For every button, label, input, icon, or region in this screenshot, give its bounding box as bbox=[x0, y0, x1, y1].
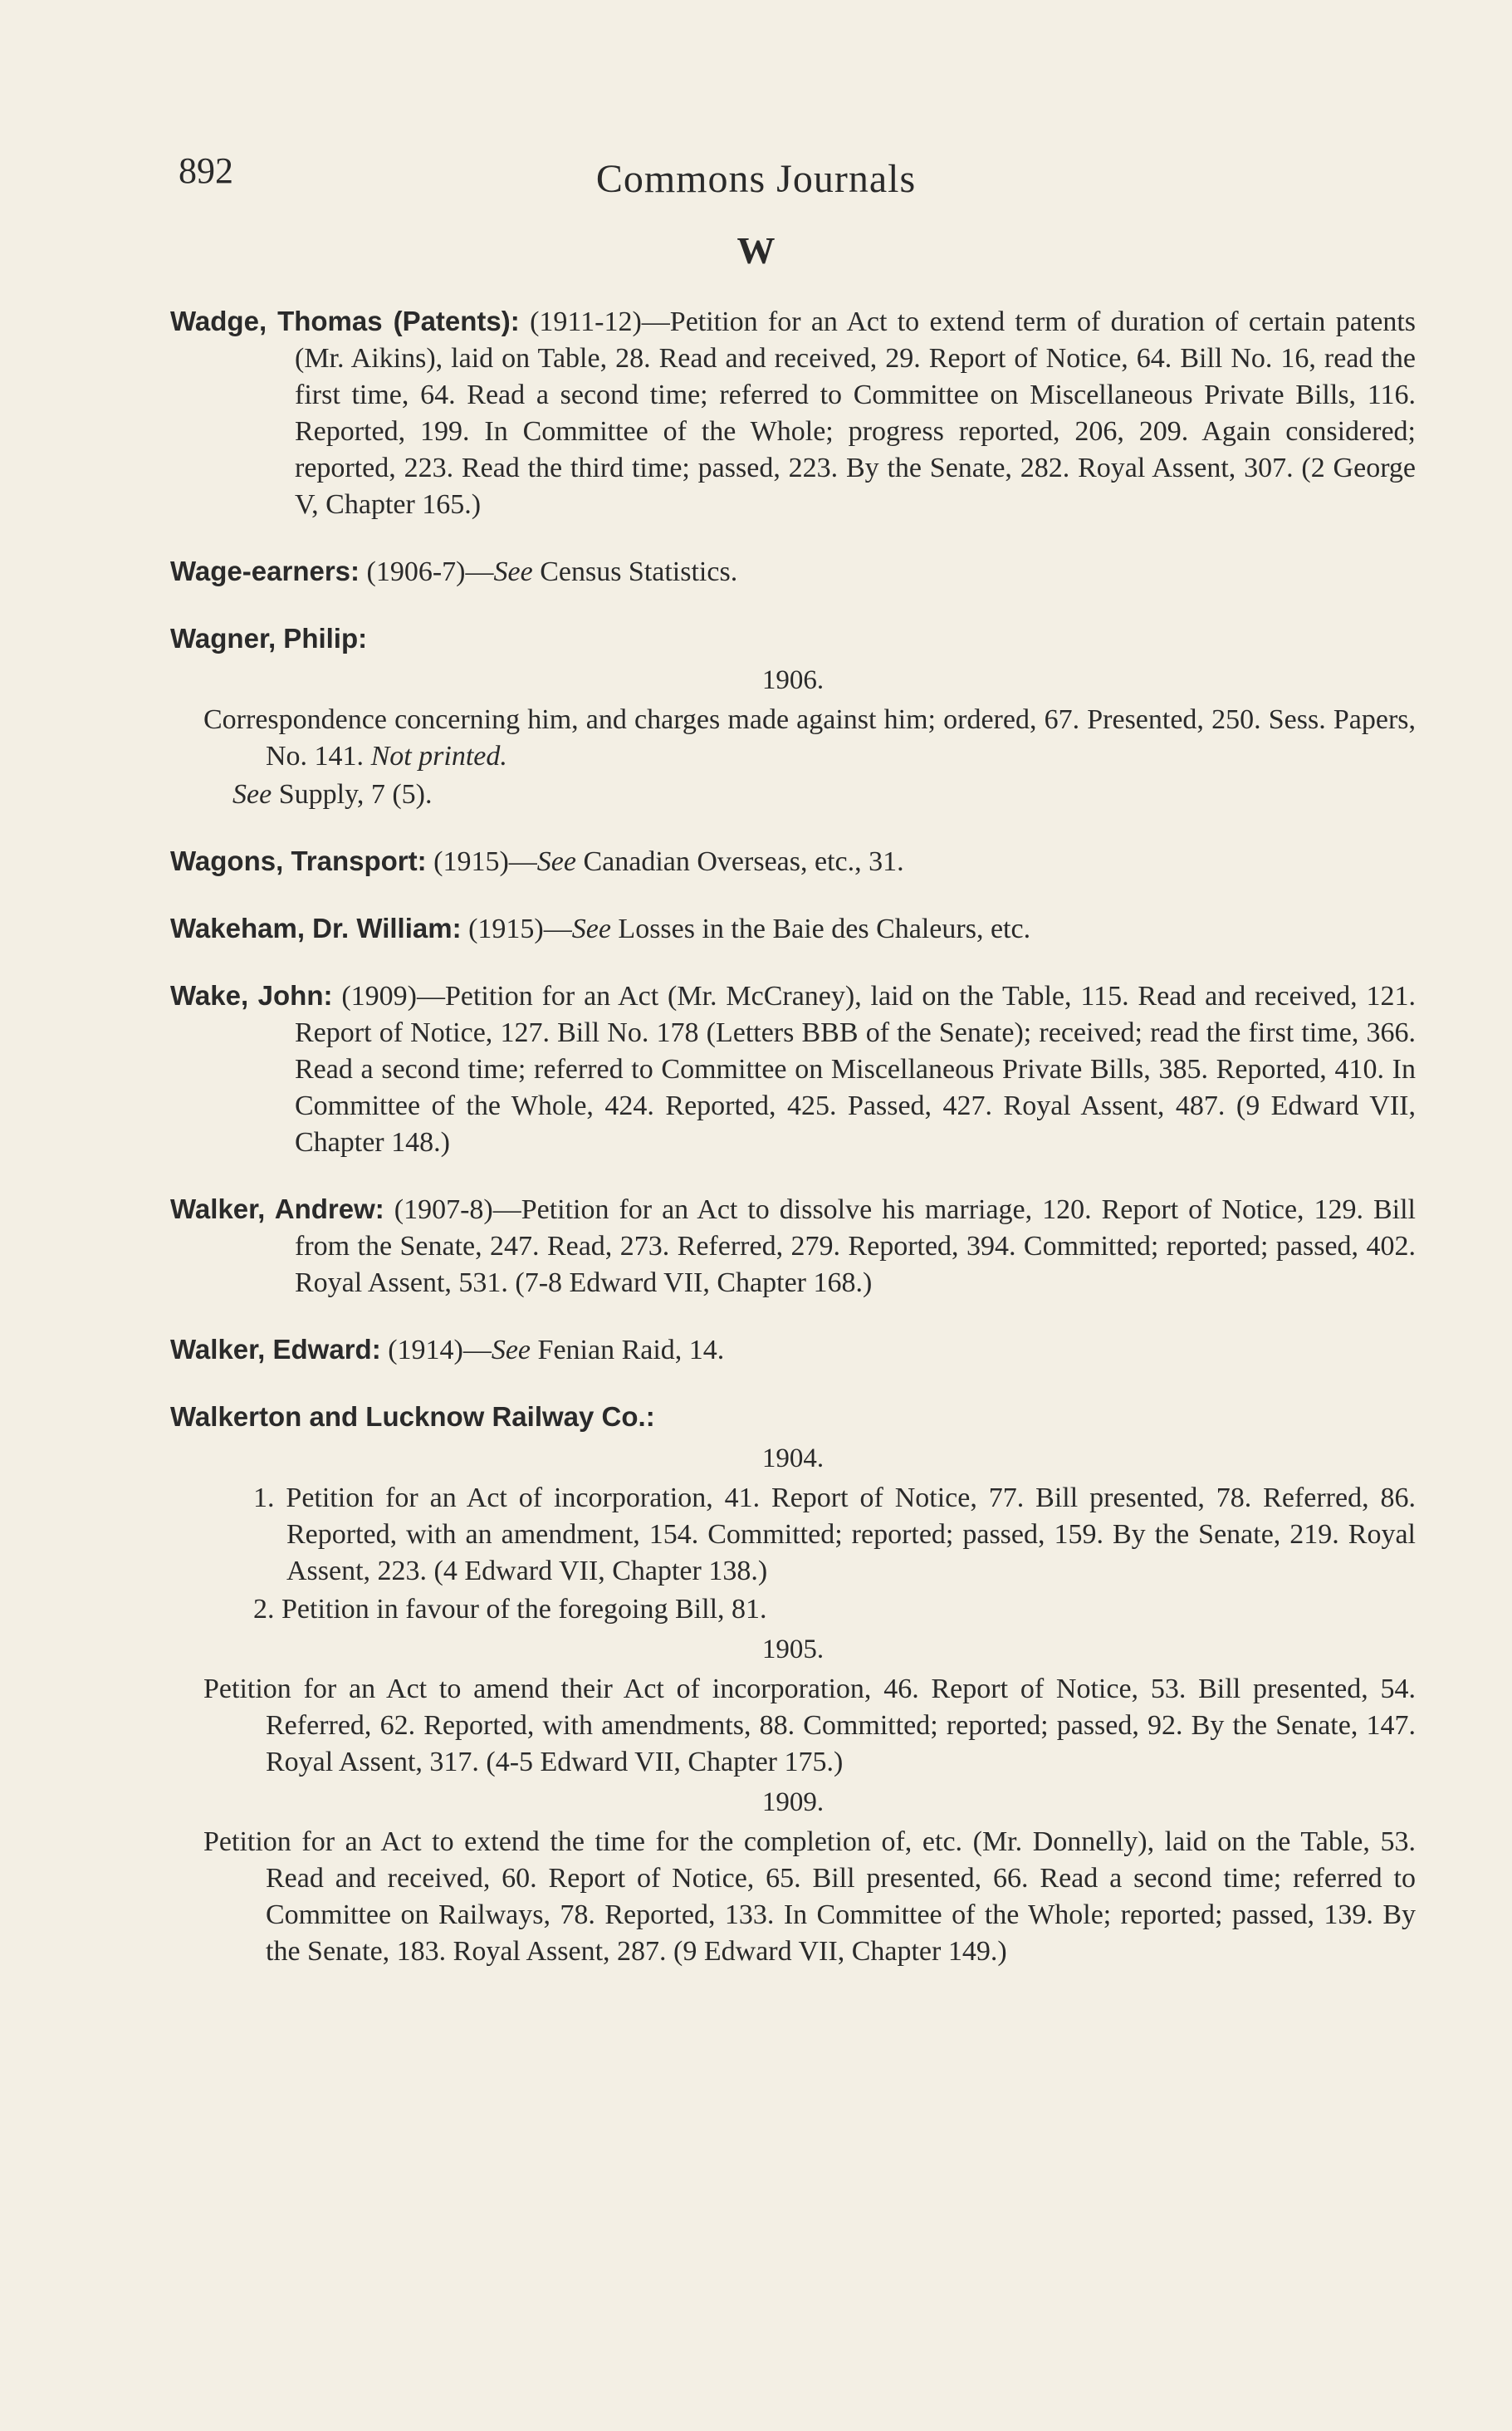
entry-body: Losses in the Baie des Chaleurs, etc. bbox=[610, 914, 1031, 944]
entry-heading: Walkerton and Lucknow Railway Co.: bbox=[170, 1401, 655, 1432]
index-entry bbox=[170, 1399, 1416, 1970]
entry-body: Census Statistics. bbox=[532, 556, 738, 587]
index-entries bbox=[170, 303, 1416, 2000]
entry-heading: Walker, Edward: bbox=[170, 1334, 381, 1365]
entry-body: (1907-8)—Petition for an Act to dissolve his marriage, 120. Report of Notice, 129. Bill from the Senate, 247. Read, 273. Referred, 279. Reported, 394. Committed; reported; passed, 402. Royal Assent, 531. (7-8 Edward VII, Chapter 168.) bbox=[295, 1194, 1416, 1298]
entry-paragraph: Petition for an Act to amend their Act of incorporation, 46. Report of Notice, 53. Bill presented, 54. Referred, 62. Reported, with amendments, 88. Committed; reported; passed, 92. By the Senate, 147. Royal Assent, 317. (4-5 Edward VII, Chapter 175.) bbox=[203, 1674, 1416, 1777]
numbered-paragraph: 2. Petition in favour of the foregoing Bill, 81. bbox=[253, 1594, 767, 1625]
entry-paragraph bbox=[170, 702, 1416, 775]
index-entry bbox=[170, 620, 1416, 813]
page-number: 892 bbox=[179, 150, 233, 191]
see-reference: See bbox=[571, 914, 611, 944]
entry-body: Supply, 7 (5). bbox=[272, 779, 433, 810]
index-entry bbox=[170, 978, 1416, 1161]
entry-body: Fenian Raid, 14. bbox=[531, 1335, 725, 1365]
entry-body: Canadian Overseas, etc., 31. bbox=[575, 846, 904, 877]
index-entry bbox=[170, 910, 1416, 948]
not-printed-note: Not printed. bbox=[370, 741, 507, 772]
entry-heading: Wakeham, Dr. William: bbox=[170, 913, 462, 943]
see-reference: See bbox=[491, 1335, 531, 1365]
entry-heading: Wage-earners: bbox=[170, 556, 360, 586]
index-entry bbox=[170, 843, 1416, 880]
running-title: Commons Journals bbox=[595, 157, 917, 201]
entry-heading: Wake, John: bbox=[170, 980, 333, 1011]
entry-heading: Wadge, Thomas (Patents): bbox=[170, 306, 520, 336]
see-line bbox=[170, 777, 1416, 813]
year-heading: 1904. bbox=[761, 1443, 825, 1473]
entry-body: (1909)—Petition for an Act (Mr. McCraney), laid on the Table, 115. Read and received, 121. Report of Notice, 127. Bill No. 178 (Letters BBB of the Senate); received; read the first time, 366. Read a second time; referred to Committee on Miscellaneous Private Bills, 385. Reported, 410. In Committee of the Whole, 424. Reported, 425. Passed, 427. Royal Assent, 487. (9 Edward VII, Chapter 148.) bbox=[295, 981, 1416, 1158]
index-entry bbox=[170, 1331, 1416, 1369]
entry-body: (1911-12)—Petition for an Act to extend term of duration of certain patents (Mr. Aikins), laid on Table, 28. Read and received, 29. Report of Notice, 64. Bill No. 16, read the first time, 64. Read a second time; referred to Committee on Miscellaneous Private Bills, 116. Reported, 199. In Committee of the Whole; progress reported, 206, 209. Again considered; reported, 223. Read the third time; passed, 223. By the Senate, 282. Royal Assent, 307. (2 George V, Chapter 165.) bbox=[295, 306, 1416, 520]
year-heading: 1906. bbox=[761, 665, 825, 695]
entry-paragraph: Petition for an Act to extend the time for the completion of, etc. (Mr. Donnelly), laid on the Table, 53. Read and received, 60. Report of Notice, 65. Bill presented, 66. Read a second time; referred to Committee on Railways, 78. Reported, 133. In Committee of the Whole; reported; passed, 139. By the Senate, 183. Royal Assent, 287. (9 Edward VII, Chapter 149.) bbox=[203, 1826, 1416, 1967]
entry-body: Correspondence concerning him, and charges made against him; ordered, 67. Presented, 250. Sess. Papers, No. 141. bbox=[203, 704, 1416, 772]
see-reference: See bbox=[493, 556, 533, 587]
index-entry bbox=[170, 1191, 1416, 1301]
entry-heading: Walker, Andrew: bbox=[170, 1193, 384, 1224]
see-reference: See bbox=[232, 779, 272, 810]
entry-body: (1915)— bbox=[468, 914, 572, 944]
index-entry bbox=[170, 553, 1416, 591]
year-heading: 1909. bbox=[761, 1787, 825, 1817]
index-entry bbox=[170, 303, 1416, 523]
see-reference: See bbox=[536, 846, 576, 877]
section-letter: W bbox=[736, 229, 776, 272]
entry-heading: Wagons, Transport: bbox=[170, 845, 427, 876]
entry-heading: Wagner, Philip: bbox=[170, 623, 368, 654]
numbered-paragraph: 1. Petition for an Act of incorporation, 41. Report of Notice, 77. Bill presented, 78. Referred, 86. Reported, with an amendment, 154. Committed; reported; passed, 159. By the Senate, 219. Royal Assent, 223. (4 Edward VII, Chapter 138.) bbox=[253, 1483, 1416, 1586]
entry-body: (1915)— bbox=[433, 846, 537, 877]
entry-body: (1906-7)— bbox=[366, 556, 494, 587]
page-header bbox=[0, 149, 1512, 208]
year-heading: 1905. bbox=[761, 1635, 825, 1664]
entry-body: (1914)— bbox=[388, 1335, 492, 1365]
